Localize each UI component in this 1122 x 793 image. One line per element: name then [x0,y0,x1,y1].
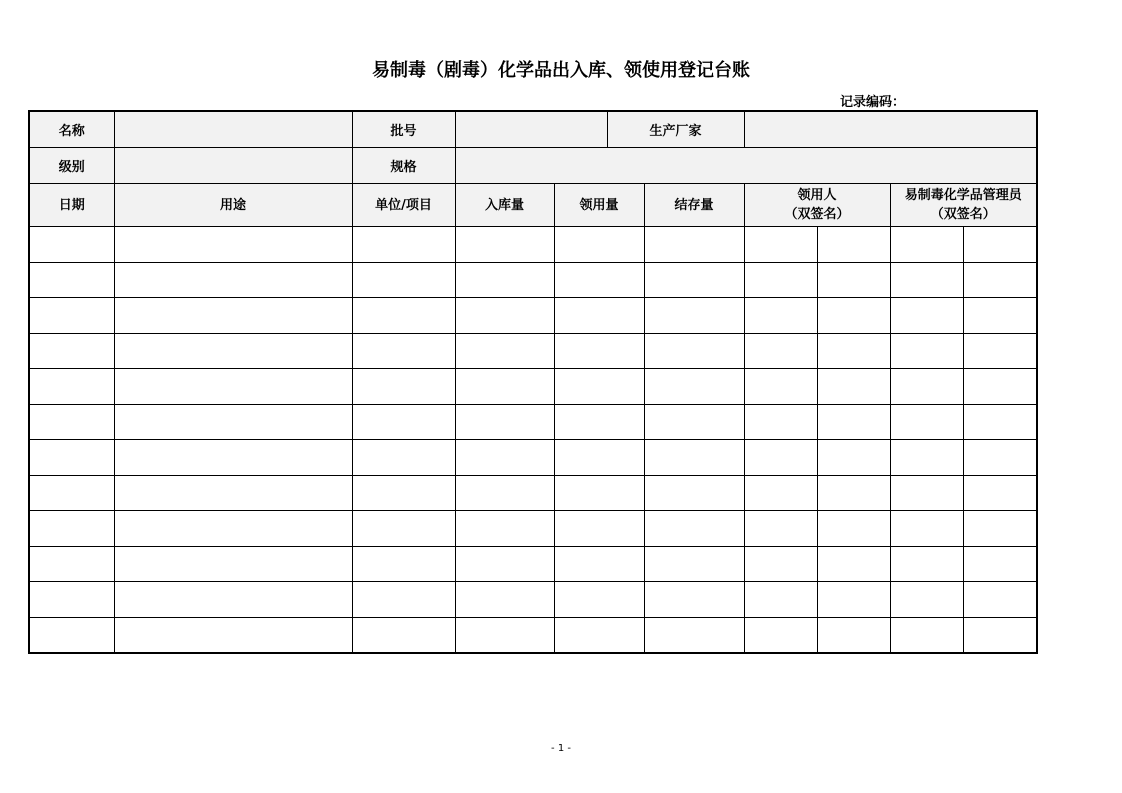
purpose-cell[interactable] [114,333,352,369]
receiver-sign-1-cell[interactable] [744,333,817,369]
manager-sign-1-cell[interactable] [890,227,963,263]
receiver-sign-2-cell[interactable] [817,333,890,369]
receiver-sign-2-cell[interactable] [817,404,890,440]
batch-value-cell[interactable] [455,111,607,148]
manager-sign-2-cell[interactable] [963,582,1037,618]
table-row [29,546,1037,582]
purpose-header: 用途 [114,184,352,227]
receiver-sign-2-cell[interactable] [817,617,890,653]
unit-item-cell[interactable] [352,333,455,369]
in-qty-cell[interactable] [455,546,554,582]
receiver-sign-2-cell[interactable] [817,546,890,582]
in-qty-cell[interactable] [455,333,554,369]
manufacturer-label: 生产厂家 [607,111,744,148]
spec-label: 规格 [352,148,455,184]
use-qty-cell[interactable] [554,475,644,511]
date-cell[interactable] [29,298,114,334]
date-cell[interactable] [29,617,114,653]
stock-qty-cell[interactable] [644,617,744,653]
use-qty-cell[interactable] [554,440,644,476]
use-qty-cell[interactable] [554,298,644,334]
date-cell[interactable] [29,227,114,263]
manager-sign-1-cell[interactable] [890,404,963,440]
purpose-cell[interactable] [114,440,352,476]
receiver-sign-2-cell[interactable] [817,262,890,298]
purpose-cell[interactable] [114,617,352,653]
receiver-sign-1-cell[interactable] [744,369,817,405]
receiver-header-line1: 领用人 [797,188,837,203]
manager-sign-1-cell[interactable] [890,262,963,298]
receiver-sign-1-cell[interactable] [744,617,817,653]
date-cell[interactable] [29,546,114,582]
receiver-sign-2-cell[interactable] [817,511,890,547]
unit-item-cell[interactable] [352,511,455,547]
in-qty-cell[interactable] [455,227,554,263]
page-number: - 1 - [551,743,571,754]
use-qty-cell[interactable] [554,546,644,582]
purpose-cell[interactable] [114,582,352,618]
table-row [29,333,1037,369]
manager-sign-2-cell[interactable] [963,262,1037,298]
use-qty-header: 领用量 [554,184,644,227]
in-qty-cell[interactable] [455,404,554,440]
unit-item-cell[interactable] [352,369,455,405]
manager-header-line1: 易制毒化学品管理员 [904,188,1022,203]
manufacturer-value-cell[interactable] [744,111,1037,148]
stock-qty-cell[interactable] [644,369,744,405]
unit-item-cell[interactable] [352,617,455,653]
stock-qty-cell[interactable] [644,546,744,582]
table-row [29,440,1037,476]
table-row [29,369,1037,405]
purpose-cell[interactable] [114,475,352,511]
receiver-sign-1-cell[interactable] [744,546,817,582]
stock-qty-cell[interactable] [644,511,744,547]
purpose-cell[interactable] [114,404,352,440]
in-qty-cell[interactable] [455,511,554,547]
receiver-sign-1-cell[interactable] [744,582,817,618]
table-row [29,298,1037,334]
in-qty-cell[interactable] [455,298,554,334]
unit-item-cell[interactable] [352,475,455,511]
manager-sign-2-cell[interactable] [963,475,1037,511]
unit-item-cell[interactable] [352,227,455,263]
table-row [29,582,1037,618]
name-label: 名称 [29,111,114,148]
date-cell[interactable] [29,582,114,618]
use-qty-cell[interactable] [554,333,644,369]
receiver-sign-2-cell[interactable] [817,227,890,263]
table-row [29,475,1037,511]
spec-value-cell[interactable] [455,148,1037,184]
date-cell[interactable] [29,333,114,369]
in-qty-cell[interactable] [455,475,554,511]
unit-item-cell[interactable] [352,298,455,334]
grade-label: 级别 [29,148,114,184]
manager-sign-1-cell[interactable] [890,617,963,653]
meta-row-1 [29,111,1037,148]
in-qty-cell[interactable] [455,369,554,405]
in-qty-header: 入库量 [455,184,554,227]
use-qty-cell[interactable] [554,582,644,618]
page-title: 易制毒（剧毒）化学品出入库、领使用登记台账 [372,60,750,81]
stock-qty-cell[interactable] [644,475,744,511]
in-qty-cell[interactable] [455,582,554,618]
unit-item-cell[interactable] [352,262,455,298]
use-qty-cell[interactable] [554,262,644,298]
receiver-header-line2: （双签名） [784,207,850,222]
receiver-sign-2-cell[interactable] [817,440,890,476]
stock-qty-cell[interactable] [644,440,744,476]
ledger-table [28,110,1038,654]
date-cell[interactable] [29,404,114,440]
receiver-sign-1-cell[interactable] [744,440,817,476]
manager-sign-1-cell[interactable] [890,582,963,618]
use-qty-cell[interactable] [554,227,644,263]
receiver-sign-1-cell[interactable] [744,475,817,511]
purpose-cell[interactable] [114,227,352,263]
in-qty-cell[interactable] [455,440,554,476]
purpose-cell[interactable] [114,262,352,298]
manager-sign-1-cell[interactable] [890,333,963,369]
stock-qty-header: 结存量 [644,184,744,227]
date-header: 日期 [29,184,114,227]
manager-sign-2-cell[interactable] [963,617,1037,653]
purpose-cell[interactable] [114,546,352,582]
name-value-cell[interactable] [114,111,352,148]
table-row [29,617,1037,653]
manager-sign-1-cell[interactable] [890,546,963,582]
record-code-label: 记录编码： [840,95,906,110]
stock-qty-cell[interactable] [644,298,744,334]
table-row [29,404,1037,440]
receiver-sign-2-cell[interactable] [817,582,890,618]
ledger-body [29,227,1037,654]
table-row [29,227,1037,263]
date-cell[interactable] [29,475,114,511]
manager-header-line2: （双签名） [930,207,996,222]
manager-sign-2-cell[interactable] [963,298,1037,334]
batch-label: 批号 [352,111,455,148]
manager-sign-1-cell[interactable] [890,298,963,334]
manager-sign-2-cell[interactable] [963,546,1037,582]
stock-qty-cell[interactable] [644,227,744,263]
unit-item-cell[interactable] [352,440,455,476]
manager-sign-2-cell[interactable] [963,404,1037,440]
manager-sign-2-cell[interactable] [963,440,1037,476]
purpose-cell[interactable] [114,369,352,405]
use-qty-cell[interactable] [554,511,644,547]
meta-row-2 [29,148,1037,184]
table-row [29,511,1037,547]
receiver-sign-1-cell[interactable] [744,404,817,440]
receiver-sign-1-cell[interactable] [744,227,817,263]
manager-sign-2-cell[interactable] [963,227,1037,263]
use-qty-cell[interactable] [554,617,644,653]
stock-qty-cell[interactable] [644,262,744,298]
stock-qty-cell[interactable] [644,404,744,440]
manager-sign-1-cell[interactable] [890,511,963,547]
unit-item-cell[interactable] [352,404,455,440]
grade-value-cell[interactable] [114,148,352,184]
unit-item-cell[interactable] [352,546,455,582]
purpose-cell[interactable] [114,298,352,334]
in-qty-cell[interactable] [455,617,554,653]
stock-qty-cell[interactable] [644,582,744,618]
manager-sign-1-cell[interactable] [890,440,963,476]
date-cell[interactable] [29,440,114,476]
purpose-cell[interactable] [114,511,352,547]
manager-sign-1-cell[interactable] [890,475,963,511]
manager-sign-2-cell[interactable] [963,369,1037,405]
receiver-sign-1-cell[interactable] [744,511,817,547]
manager-header [890,184,1037,227]
receiver-sign-2-cell[interactable] [817,475,890,511]
use-qty-cell[interactable] [554,404,644,440]
manager-sign-1-cell[interactable] [890,369,963,405]
column-header-row [29,184,1037,227]
receiver-sign-1-cell[interactable] [744,298,817,334]
in-qty-cell[interactable] [455,262,554,298]
unit-item-header: 单位/项目 [352,184,455,227]
date-cell[interactable] [29,511,114,547]
receiver-sign-2-cell[interactable] [817,298,890,334]
unit-item-cell[interactable] [352,582,455,618]
manager-sign-2-cell[interactable] [963,333,1037,369]
date-cell[interactable] [29,369,114,405]
stock-qty-cell[interactable] [644,333,744,369]
table-row [29,262,1037,298]
receiver-sign-2-cell[interactable] [817,369,890,405]
receiver-header [744,184,890,227]
date-cell[interactable] [29,262,114,298]
use-qty-cell[interactable] [554,369,644,405]
receiver-sign-1-cell[interactable] [744,262,817,298]
manager-sign-2-cell[interactable] [963,511,1037,547]
